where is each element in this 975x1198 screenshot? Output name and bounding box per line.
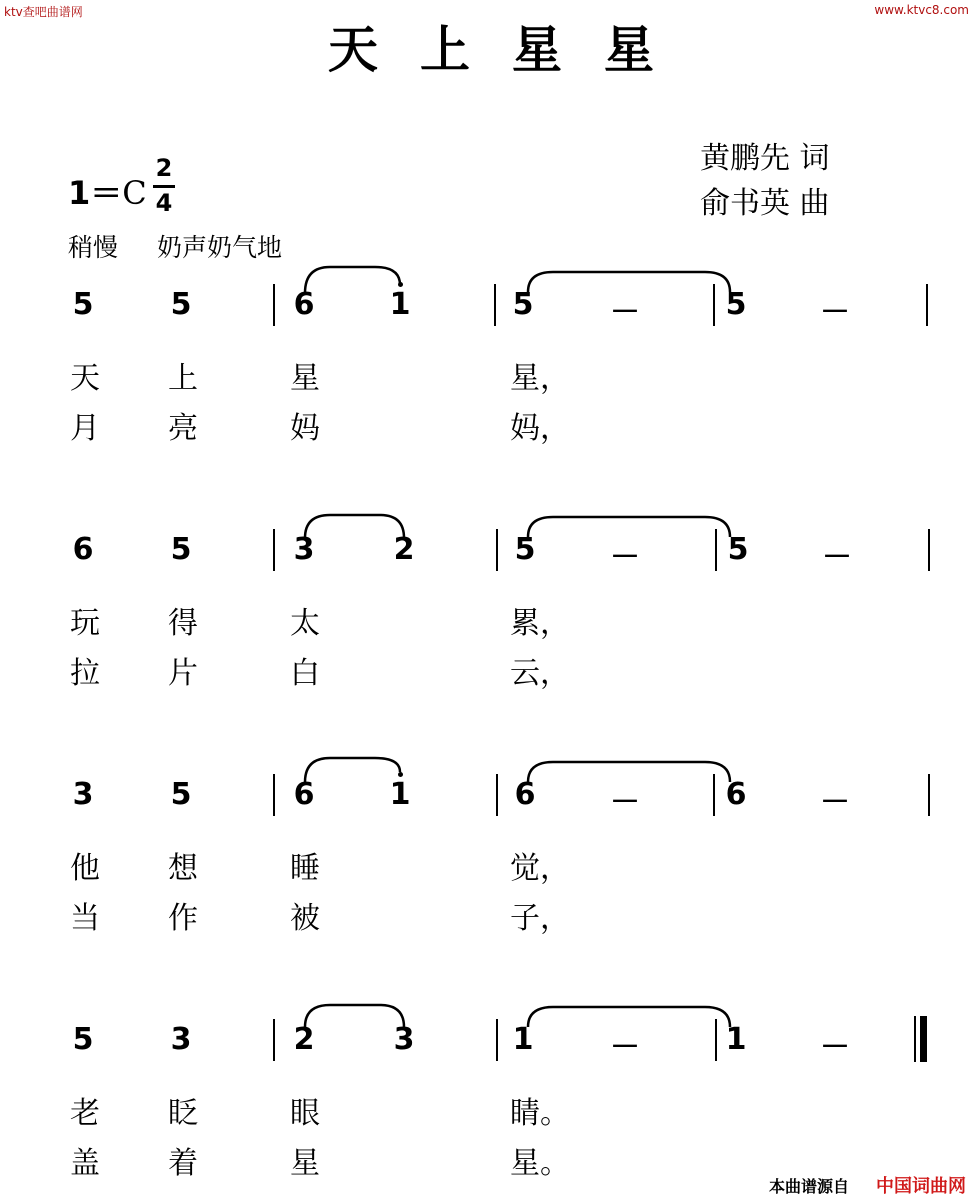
note: 5 bbox=[725, 287, 747, 322]
lyric: 得 bbox=[168, 606, 198, 641]
key-letter: C bbox=[122, 174, 147, 212]
note: 1 bbox=[725, 1022, 747, 1057]
note: 5 bbox=[170, 777, 192, 812]
lyric: 拉 bbox=[70, 656, 100, 691]
lyric: 他 bbox=[70, 851, 100, 886]
barline bbox=[273, 284, 275, 326]
lyric: 作 bbox=[168, 901, 198, 936]
tie bbox=[305, 758, 400, 782]
lyric: 玩 bbox=[70, 606, 100, 641]
lyric: 白 bbox=[290, 656, 320, 691]
barline bbox=[496, 529, 498, 571]
lyric: 月 bbox=[70, 411, 100, 446]
note: 5 bbox=[512, 287, 534, 322]
lyric: 老 bbox=[70, 1096, 100, 1131]
lyric: 云， bbox=[510, 656, 570, 691]
tie bbox=[305, 515, 404, 538]
lyricist-credit: 黄鹏先 词 bbox=[700, 141, 830, 176]
note: 3 bbox=[393, 1022, 415, 1057]
footer-source: 本曲谱源自 bbox=[769, 1177, 850, 1196]
lyric: 被 bbox=[290, 901, 320, 936]
note: 5 bbox=[72, 1022, 94, 1057]
lyric: 星 bbox=[290, 361, 320, 396]
barline bbox=[496, 774, 498, 816]
lyric: 天 bbox=[70, 361, 100, 396]
note: 2 bbox=[293, 1022, 315, 1057]
lyric: 子， bbox=[510, 901, 570, 936]
extension-dash: － bbox=[610, 785, 640, 820]
barline bbox=[273, 1019, 275, 1061]
tie bbox=[305, 267, 400, 293]
lyric: 星。 bbox=[510, 1146, 570, 1181]
time-signature-top: 2 bbox=[155, 154, 173, 182]
extension-dash: － bbox=[820, 295, 850, 330]
lyric: 睡 bbox=[290, 851, 320, 886]
lyric: 妈 bbox=[290, 411, 320, 446]
note: 6 bbox=[293, 287, 315, 322]
lyric: 眼 bbox=[290, 1096, 320, 1131]
lyric: 上 bbox=[168, 361, 198, 396]
lyric: 太 bbox=[290, 606, 320, 641]
key-prefix: 1＝ bbox=[68, 174, 123, 212]
note: 3 bbox=[170, 1022, 192, 1057]
time-signature-bottom: 4 bbox=[155, 189, 173, 217]
note: 1 bbox=[389, 777, 411, 812]
note: 5 bbox=[72, 287, 94, 322]
barline bbox=[715, 529, 717, 571]
note: 5 bbox=[727, 532, 749, 567]
lyric: 盖 bbox=[70, 1146, 100, 1181]
note: 5 bbox=[170, 287, 192, 322]
tempo-expression: 奶声奶气地 bbox=[157, 233, 283, 262]
lyric: 当 bbox=[70, 901, 100, 936]
tempo-speed: 稍慢 bbox=[68, 233, 119, 262]
extension-dash: － bbox=[820, 785, 850, 820]
note: 2 bbox=[393, 532, 415, 567]
extension-dash: － bbox=[610, 1030, 640, 1065]
barline bbox=[928, 774, 930, 816]
barline bbox=[713, 284, 715, 326]
extension-dash: － bbox=[822, 540, 852, 575]
note: 6 bbox=[293, 777, 315, 812]
lyric: 亮 bbox=[168, 411, 198, 446]
watermark-left: ktv查吧曲谱网 bbox=[4, 5, 83, 19]
barline bbox=[715, 1019, 717, 1061]
extension-dash: － bbox=[820, 1030, 850, 1065]
barline bbox=[273, 774, 275, 816]
lyric: 妈， bbox=[510, 411, 570, 446]
song-title: 天上星星 bbox=[328, 20, 696, 79]
extension-dash: － bbox=[610, 540, 640, 575]
note: 5 bbox=[514, 532, 536, 567]
note: 5 bbox=[170, 532, 192, 567]
note: 3 bbox=[293, 532, 315, 567]
note: 1 bbox=[389, 287, 411, 322]
barline bbox=[713, 774, 715, 816]
barline bbox=[928, 529, 930, 571]
lyric: 着 bbox=[168, 1146, 198, 1181]
watermark-right: www.ktvc8.com bbox=[874, 3, 969, 17]
barline bbox=[926, 284, 928, 326]
lyric: 星 bbox=[290, 1146, 320, 1181]
tie bbox=[305, 1005, 404, 1027]
lyric: 睛。 bbox=[510, 1096, 570, 1131]
note: 3 bbox=[72, 777, 94, 812]
barline bbox=[273, 529, 275, 571]
barline bbox=[494, 284, 496, 326]
final-barline-thick bbox=[920, 1016, 927, 1062]
lyric: 想 bbox=[168, 851, 198, 886]
lyric: 片 bbox=[168, 656, 198, 691]
lyric: 觉， bbox=[510, 851, 570, 886]
footer-site: 中国词曲网 bbox=[876, 1176, 966, 1197]
note: 6 bbox=[514, 777, 536, 812]
lyric: 累， bbox=[510, 606, 570, 641]
extension-dash: － bbox=[610, 295, 640, 330]
final-barline-thin bbox=[914, 1016, 916, 1062]
barline bbox=[496, 1019, 498, 1061]
note: 6 bbox=[72, 532, 94, 567]
note: 6 bbox=[725, 777, 747, 812]
note: 1 bbox=[512, 1022, 534, 1057]
lyric: 星， bbox=[510, 361, 570, 396]
lyric: 眨 bbox=[168, 1096, 198, 1131]
composer-credit: 俞书英 曲 bbox=[700, 186, 830, 221]
